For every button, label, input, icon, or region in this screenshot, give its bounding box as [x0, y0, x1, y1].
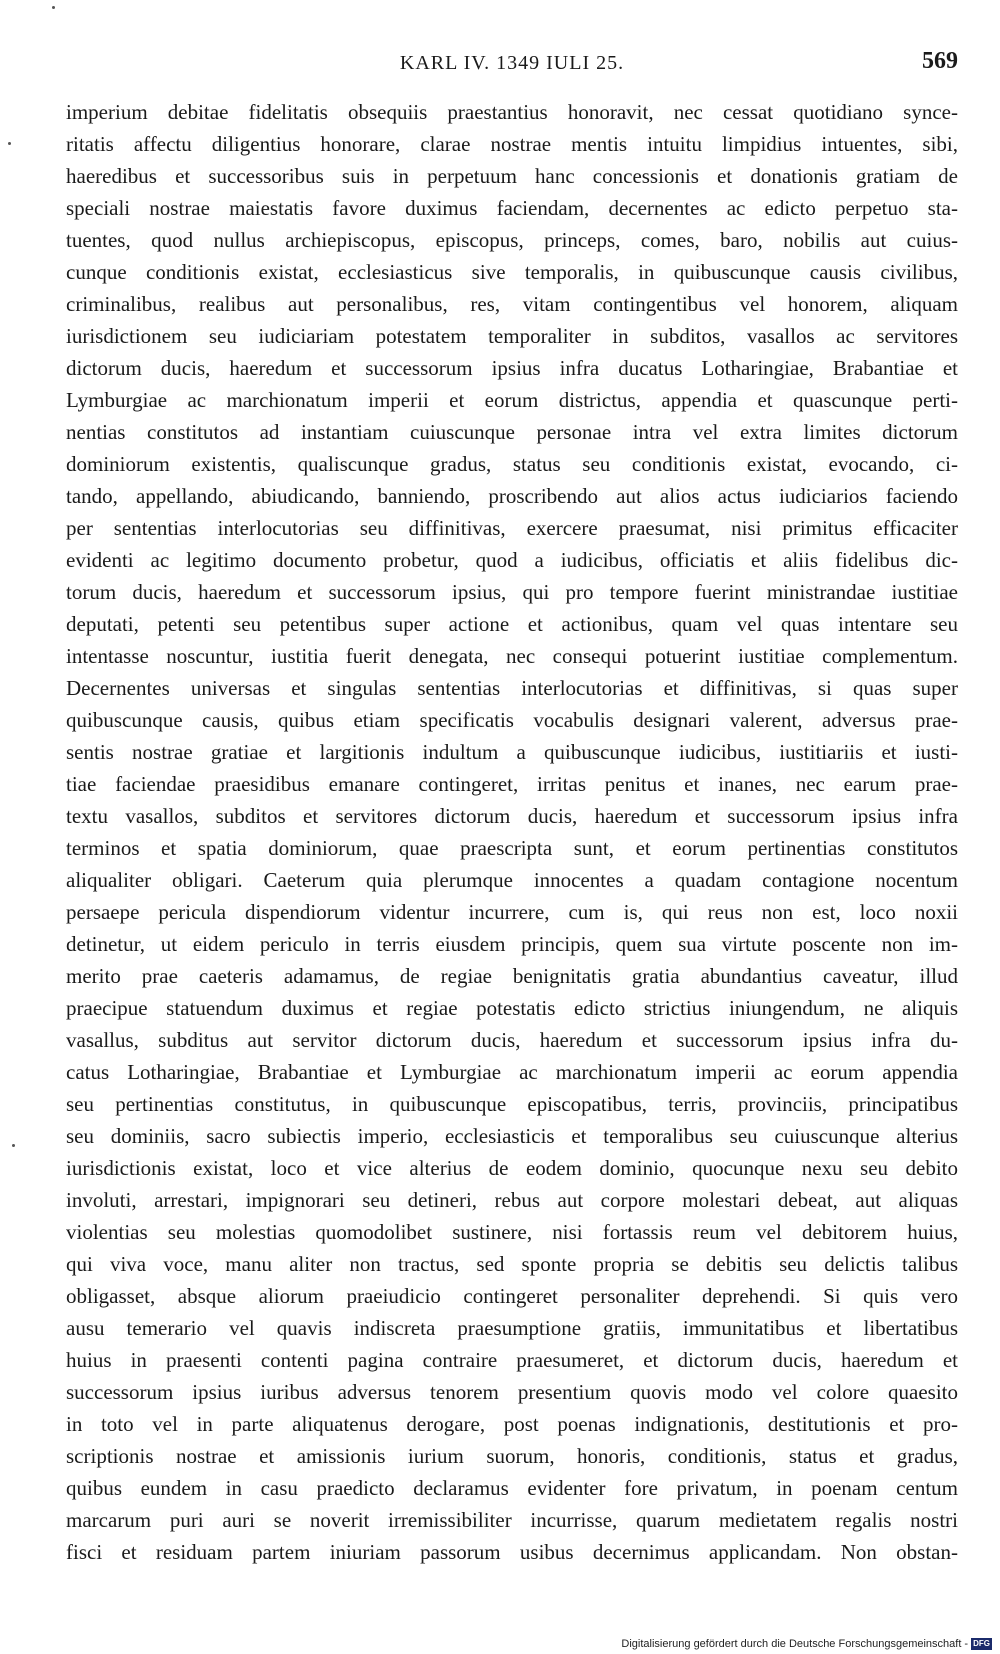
text-line: catus Lotharingiae, Brabantiae et Lymburgiae ac marchionatum imperii ac eorum appendia — [66, 1060, 958, 1084]
running-head: KARL IV. 1349 IULI 25. — [399, 52, 625, 74]
text-line: successorum ipsius iuribus adversus tenorem presentium quovis modo vel colore quaesito — [66, 1380, 958, 1404]
text-line: tando, appellando, abiudicando, banniendo, proscribendo aut alios actus iudiciarios faciendo — [66, 484, 958, 508]
text-line: dominiorum existentis, qualiscunque gradus, status seu conditionis existat, evocando, ci- — [66, 452, 958, 476]
text-line: per sententias interlocutorias seu diffinitivas, exercere praesumat, nisi primitus efficaciter — [66, 516, 958, 540]
text-line: marcarum puri auri se noverit irremissibiliter incurrisse, quarum medietatem regalis nostri — [66, 1508, 958, 1532]
scan-speck — [52, 6, 55, 9]
dfg-logo: DFG — [973, 1639, 990, 1648]
digitization-credit — [621, 1638, 992, 1650]
text-line: quibuscunque causis, quibus etiam specificatis vocabulis designari valerent, adversus prae- — [66, 708, 958, 732]
text-line: seu pertinentias constitutus, in quibuscunque episcopatibus, terris, provinciis, principatibus — [66, 1092, 958, 1116]
text-line: merito prae caeteris adamamus, de regiae benignitatis gratia abundantius caveatur, illud — [66, 964, 958, 988]
text-line: qui viva voce, manu aliter non tractus, sed sponte propria se debitis seu delictis talibus — [66, 1252, 958, 1276]
text-line: iurisdictionem seu iudiciariam potestatem temporaliter in subditos, vasallos ac servitores — [66, 324, 958, 348]
text-line: textu vasallos, subditos et servitores dictorum ducis, haeredum et successorum ipsius infra — [66, 804, 958, 828]
text-line: Decernentes universas et singulas sententias interlocutorias et diffinitivas, si quas super — [66, 676, 958, 700]
credit-text: Digitalisierung gefördert durch die Deutsche Forschungsgemeinschaft - — [621, 1638, 969, 1650]
text-line: tiae faciendae praesidibus emanare contingeret, irritas penitus et inanes, nec earum prae- — [66, 772, 958, 796]
page-number: 569 — [922, 48, 958, 74]
text-line: cunque conditionis existat, ecclesiasticus sive temporalis, in quibuscunque causis civilibus, — [66, 260, 958, 284]
text-line: intentasse noscuntur, iustitia fuerit denegata, nec consequi potuerint iustitiae complementum. — [66, 644, 958, 668]
text-line: vasallus, subditus aut servitor dictorum ducis, haeredum et successorum ipsius infra du- — [66, 1028, 958, 1052]
body-text — [66, 96, 958, 1568]
text-line: detinetur, ut eidem periculo in terris eiusdem principis, quem sua virtute poscente non im- — [66, 932, 958, 956]
text-line: praecipue statuendum duximus et regiae potestatis edicto strictius iniungendum, ne aliquis — [66, 996, 958, 1020]
text-line: scriptionis nostrae et amissionis iurium suorum, honoris, conditionis, status et gradus, — [66, 1444, 958, 1468]
text-line: torum ducis, haeredum et successorum ipsius, qui pro tempore fuerint ministrandae iustitiae — [66, 580, 958, 604]
text-line: ausu temerario vel quavis indiscreta praesumptione gratiis, immunitatibus et libertatibus — [66, 1316, 958, 1340]
text-line: evidenti ac legitimo documento probetur, quod a iudicibus, officiatis et aliis fidelibus dic- — [66, 548, 958, 572]
text-line: seu dominiis, sacro subiectis imperio, ecclesiasticis et temporalibus seu cuiuscunque alterius — [66, 1124, 958, 1148]
text-line: obligasset, absque aliorum praeiudicio contingeret personaliter deprehendi. Si quis vero — [66, 1284, 958, 1308]
text-line: persaepe pericula dispendiorum videntur incurrere, cum is, qui reus non est, loco noxii — [66, 900, 958, 924]
text-line: ritatis affectu diligentius honorare, clarae nostrae mentis intuitu limpidius intuentes, sibi, — [66, 132, 958, 156]
text-line: tuentes, quod nullus archiepiscopus, episcopus, princeps, comes, baro, nobilis aut cuius- — [66, 228, 958, 252]
text-line: imperium debitae fidelitatis obsequiis praestantius honoravit, nec cessat quotidiano synce- — [66, 100, 958, 124]
text-line: dictorum ducis, haeredum et successorum ipsius infra ducatus Lotharingiae, Brabantiae et — [66, 356, 958, 380]
text-line: iurisdictionis existat, loco et vice alterius de eodem dominio, quocunque nexu seu debito — [66, 1156, 958, 1180]
text-line: haeredibus et successoribus suis in perpetuum hanc concessionis et donationis gratiam de — [66, 164, 958, 188]
text-line: quibus eundem in casu praedicto declaramus evidenter fore privatum, in poenam centum — [66, 1476, 958, 1500]
text-line: terminos et spatia dominiorum, quae praescripta sunt, et eorum pertinentias constitutos — [66, 836, 958, 860]
text-line: violentias seu molestias quomodolibet sustinere, nisi fortassis reum vel debitorem huius, — [66, 1220, 958, 1244]
text-line: sentis nostrae gratiae et largitionis indultum a quibuscunque iudicibus, iustitiariis et iusti- — [66, 740, 958, 764]
text-line: speciali nostrae maiestatis favore duximus faciendam, decernentes ac edicto perpetuo sta- — [66, 196, 958, 220]
text-line: aliqualiter obligari. Caeterum quia plerumque innocentes a quadam contagione nocentum — [66, 868, 958, 892]
text-line: huius in praesenti contenti pagina contraire praesumeret, et dictorum ducis, haeredum et — [66, 1348, 958, 1372]
text-line: deputati, petenti seu petentibus super actione et actionibus, quam vel quas intentare seu — [66, 612, 958, 636]
text-line: involuti, arrestari, impignorari seu detineri, rebus aut corpore molestari debeat, aut aliquas — [66, 1188, 958, 1212]
text-line: Lymburgiae ac marchionatum imperii et eorum districtus, appendia et quascunque perti- — [66, 388, 958, 412]
scan-speck — [8, 142, 11, 145]
text-line: criminalibus, realibus aut personalibus, res, vitam contingentibus vel honorem, aliquam — [66, 292, 958, 316]
text-line: in toto vel in parte aliquatenus derogare, post poenas indignationis, destitutionis et pro- — [66, 1412, 958, 1436]
page-header — [66, 48, 958, 84]
text-line: nentias constitutos ad instantiam cuiuscunque personae intra vel extra limites dictorum — [66, 420, 958, 444]
text-line: fisci et residuam partem iniuriam passorum usibus decernimus applicandam. Non obstan- — [66, 1540, 958, 1564]
scan-speck — [12, 1144, 15, 1147]
